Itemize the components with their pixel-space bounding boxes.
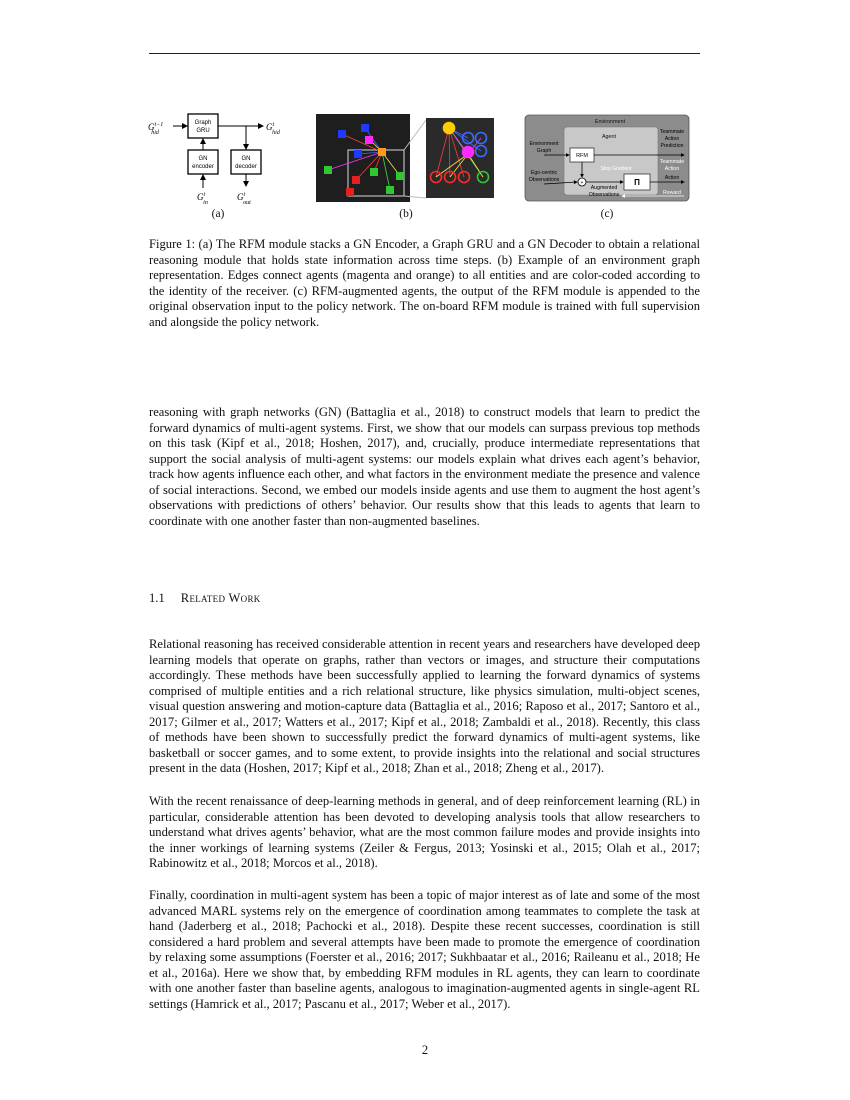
gn-encoder-label-1: GN [198, 156, 208, 162]
ego-centric-label-1: Ego-centric [530, 170, 558, 176]
page-number: 2 [421, 1043, 429, 1057]
rfm-label: RFM [576, 153, 588, 159]
graph-zoom-panel [426, 118, 494, 198]
header-rule [149, 53, 700, 54]
figure-panel-c [524, 114, 690, 202]
graph-gru-label-1: Graph [194, 120, 212, 126]
graph-gru-label-2: GRU [196, 128, 210, 134]
panel-b-label: (b) [399, 208, 413, 220]
gn-encoder-label-2: encoder [192, 164, 214, 170]
gn-decoder-label-1: GN [241, 156, 251, 162]
augmented-label-2: Observations [588, 192, 620, 198]
figure-panel-b [316, 114, 498, 202]
stop-gradient-label: Stop Gradient [600, 166, 632, 172]
teammate-action-prediction-1: Teammate [659, 129, 685, 135]
panel-a-label: (a) [211, 208, 225, 220]
action-label: Action [664, 175, 680, 181]
section-number: 1.1 [149, 591, 165, 605]
env-graph-label-1: Environment [529, 141, 559, 147]
gn-decoder-box [231, 150, 261, 174]
policy-label: Π [634, 178, 640, 187]
section-heading [149, 591, 261, 606]
related-paragraph-3: Finally, coordination in multi-agent system has been a topic of major interest as of late and some of the most advanced MARL systems rely on the emergence of coordination among teammates to complete the task at hand (Jaderberg et al., 2018; Pachocki et al., 2018). Despite these recent successes, coordination is still considered a hard problem and several attempts have been made to promote the emergence of coordination by relaxing some assumptions (Foerster et al., 2016; 2017; Sukhbaatar et al., 2016; Raileanu et al., 2018; He et al., 2016a). Here we show that, by embedding RFM modules in RL agents, they can learn to coordinate with one another faster than baseline agents, analogous to imagination-augmented agents in single-agent RL settings (Hamrick et al., 2017; Pascanu et al., 2017; Weber et al., 2017). [149, 888, 700, 1011]
gn-decoder-label-2: decoder [235, 164, 257, 170]
svg-text:+: + [580, 180, 584, 186]
g-hid-label: $G^t$ hid [266, 122, 280, 136]
g-in-label: $G^t$ in [197, 192, 208, 206]
teammate-action-1: Teammate [659, 159, 685, 165]
graph-gru-box [188, 114, 218, 138]
teammate-action-prediction-2: Action [664, 136, 680, 142]
panel-c-label: (c) [600, 208, 614, 220]
related-paragraph-1: Relational reasoning has received considerable attention in recent years and researchers have developed deep learning models that operate on graphs, rather than vectors or images, and structure their computations accordingly. These methods have been successfully applied to learning the forward dynamics of systems comprised of multiple entities and a rich relational structure, like physics simulation, multi-object scenes, visual question answering and motion-capture data (Battaglia et al., 2016; Raposo et al., 2017; Santoro et al., 2017; Gilmer et al., 2017; Watters et al., 2017; Kipf et al., 2018; Zambaldi et al., 2018). Recently, this class of methods have been shown to successfully predict the forward dynamics of multi-agent systems, like basketball or soccer games, and to some extent, to provide insights into the relational and social structures present in the data (Hoshen, 2017; Kipf et al., 2018; Zhan et al., 2018; Zheng et al., 2017). [149, 637, 700, 775]
reward-label: Reward [663, 190, 681, 196]
ego-centric-label-2: Observations [528, 177, 560, 183]
g-hid-prev-label: $G^{t-1}$ hid [148, 122, 164, 136]
gn-encoder-box [188, 150, 218, 174]
agent-title: Agent [601, 134, 617, 140]
related-paragraph-2: With the recent renaissance of deep-learning methods in general, and of deep reinforcement learning (RL) in particular, considerable attention has been devoted to developing analysis tools that allow researchers to understand what drives agents’ behavior, what are the most common failure modes and provide insights into the inner workings of learning systems (Zeiler & Fergus, 2013; Yosinski et al., 2015; Olah et al., 2017; Rabinowitz et al., 2018; Morcos et al., 2018). [149, 794, 700, 870]
section-title: Related Work [180, 591, 261, 605]
augmented-label-1: Augmented [590, 185, 618, 191]
teammate-action-prediction-3: Prediction [660, 143, 684, 149]
intro-paragraph: reasoning with graph networks (GN) (Battaglia et al., 2018) to construct models that learn to predict the forward dynamics of multi-agent systems. First, we show that our models can surpass previous top methods on this task (Kipf et al., 2018; Hoshen, 2017), and, crucially, produce intermediate representations that support the social analysis of multi-agent systems: our models explain what drives each agent’s behavior, track how agents influence each other, and what factors in the environment mediate the presence and valence of social interactions. Second, we embed our models inside agents and use them to augment the host agent’s observations with predictions of others’ behavior. Our results show that this leads to agents that learn to coordinate with one another faster than non-augmented baselines. [149, 405, 700, 528]
env-graph-label-2: Graph [536, 148, 552, 154]
teammate-action-2: Action [664, 166, 680, 172]
g-out-label: $G^t$ out [237, 192, 251, 206]
figure-panel-a [145, 106, 295, 206]
figure-caption: Figure 1: (a) The RFM module stacks a GN Encoder, a Graph GRU and a GN Decoder to obtain a relational reasoning module that holds state information across time steps. (b) Example of an environment graph representation. Edges connect agents (magenta and orange) to all entities and are color-coded according to the identity of the receiver. (c) RFM-augmented agents, the output of the RFM module is appended to the original observation input to the policy network. The on-board RFM module is trained with full supervision and alongside the policy network. [149, 237, 700, 329]
environment-title: Environment [594, 119, 626, 125]
